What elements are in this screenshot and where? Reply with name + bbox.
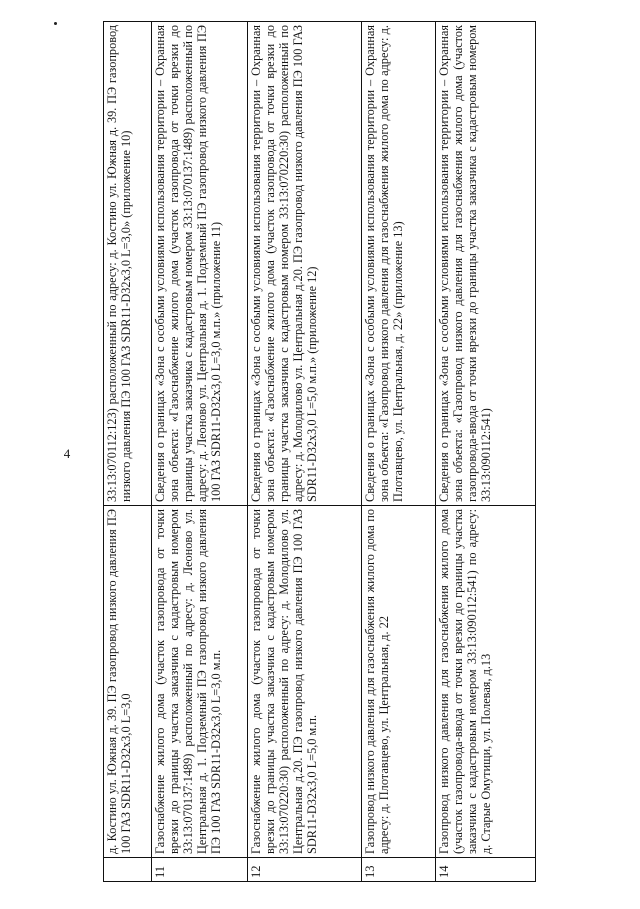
zone-description: 33:13:070112:123) расположенный по адресу: д. Костино ул. Южная д. 39. ПЭ газопровод низкого давления ПЭ 100 ГАЗ SDR11-D32x3,0 L=3,0» (приложение 10) [104, 22, 152, 506]
zones-table [103, 21, 536, 882]
object-description: д. Костино ул. Южная д. 39. ПЭ газопровод низкого давления ПЭ 100 ГАЗ SDR11-D32x3,0 L=3,0 [104, 506, 152, 858]
table-row [104, 22, 152, 882]
object-description: Газоснабжение жилого дома (участок газопровода от точки врезки до границы участка заказчика с кадастровым номером 33:13:070220:30) расположенный по адресу: д. Молодилово ул. Центральная д.20. ПЭ газопровод низкого давления ПЭ 100 ГАЗ SDR11-D32x3,0 L=5,0 м.п. [248, 506, 362, 858]
table-row [152, 22, 248, 882]
object-description: Газопровод низкого давления для газоснабжения жилого дома (участок газопровода-ввода от точки врезки до границы участка заказчика с кадастровым номером 33:13:090112:541) по адресу: д. Старые Омутищи, ул. Полевая, д.13 [436, 506, 536, 858]
object-description: Газоснабжение жилого дома (участок газопровода от точки врезки до границы участка заказчика с кадастровым номером 33:13:070137:1489) расположенный по адресу: д. Леоново ул. Центральная д. 1. Подземный ПЭ газопровод низкого давления ПЭ 100 ГАЗ SDR11-D32x3,0 L=3,0 м.п. [152, 506, 248, 858]
object-description: Газопровод низкого давления для газоснабжения жилого дома по адресу: д. Плотавцево, ул. Центральная, д. 22 [362, 506, 436, 858]
row-number: 11 [152, 858, 248, 882]
row-number: 13 [362, 858, 436, 882]
zone-description: Сведения о границах «Зона с особыми условиями использования территории – Охранная зона объекта: «Газоснабжение жилого дома (участок газопровода от точки врезки до границы участка заказчика с кадастровым номером 33:13:070220:30) расположенный по адресу: д. Молодилово ул. Центральная д.20. ПЭ газопровод низкого давления ПЭ 100 ГАЗ SDR11-D32x3,0 L=5,0 м.п.» (приложение 12) [248, 22, 362, 506]
row-number: 14 [436, 858, 536, 882]
row-number: 12 [248, 858, 362, 882]
row-number [104, 858, 152, 882]
zone-description: Сведения о границах «Зона с особыми условиями использования территории – Охранная зона объекта: «Газопровод низкого давления для газоснабжения жилого дома (участок газопровода-ввода от точки врезки до границы участка заказчика с кадастровым номером 33:13:090112:541) [436, 22, 536, 506]
scan-dot [54, 22, 57, 25]
table-row [362, 22, 436, 882]
zone-description: Сведения о границах «Зона с особыми условиями использования территории – Охранная зона объекта: «Газопровод низкого давления для газоснабжения жилого дома по адресу: д. Плотавцево, ул. Центральная, д. 22» (приложение 13) [362, 22, 436, 506]
table-row [248, 22, 362, 882]
table-row [436, 22, 536, 882]
page-number: 4 [63, 446, 71, 461]
document-rotated-page [103, 22, 535, 882]
zone-description: Сведения о границах «Зона с особыми условиями использования территории – Охранная зона объекта: «Газоснабжение жилого дома (участок газопровода от точки врезки до границы участка заказчика с кадастровым номером 33:13:070137:1489) расположенный по адресу: д. Леоново ул. Центральная д. 1. Подземный ПЭ газопровод низкого давления ПЭ 100 ГАЗ SDR11-D32x3,0 L=3,0 м.п.» (приложение 11) [152, 22, 248, 506]
